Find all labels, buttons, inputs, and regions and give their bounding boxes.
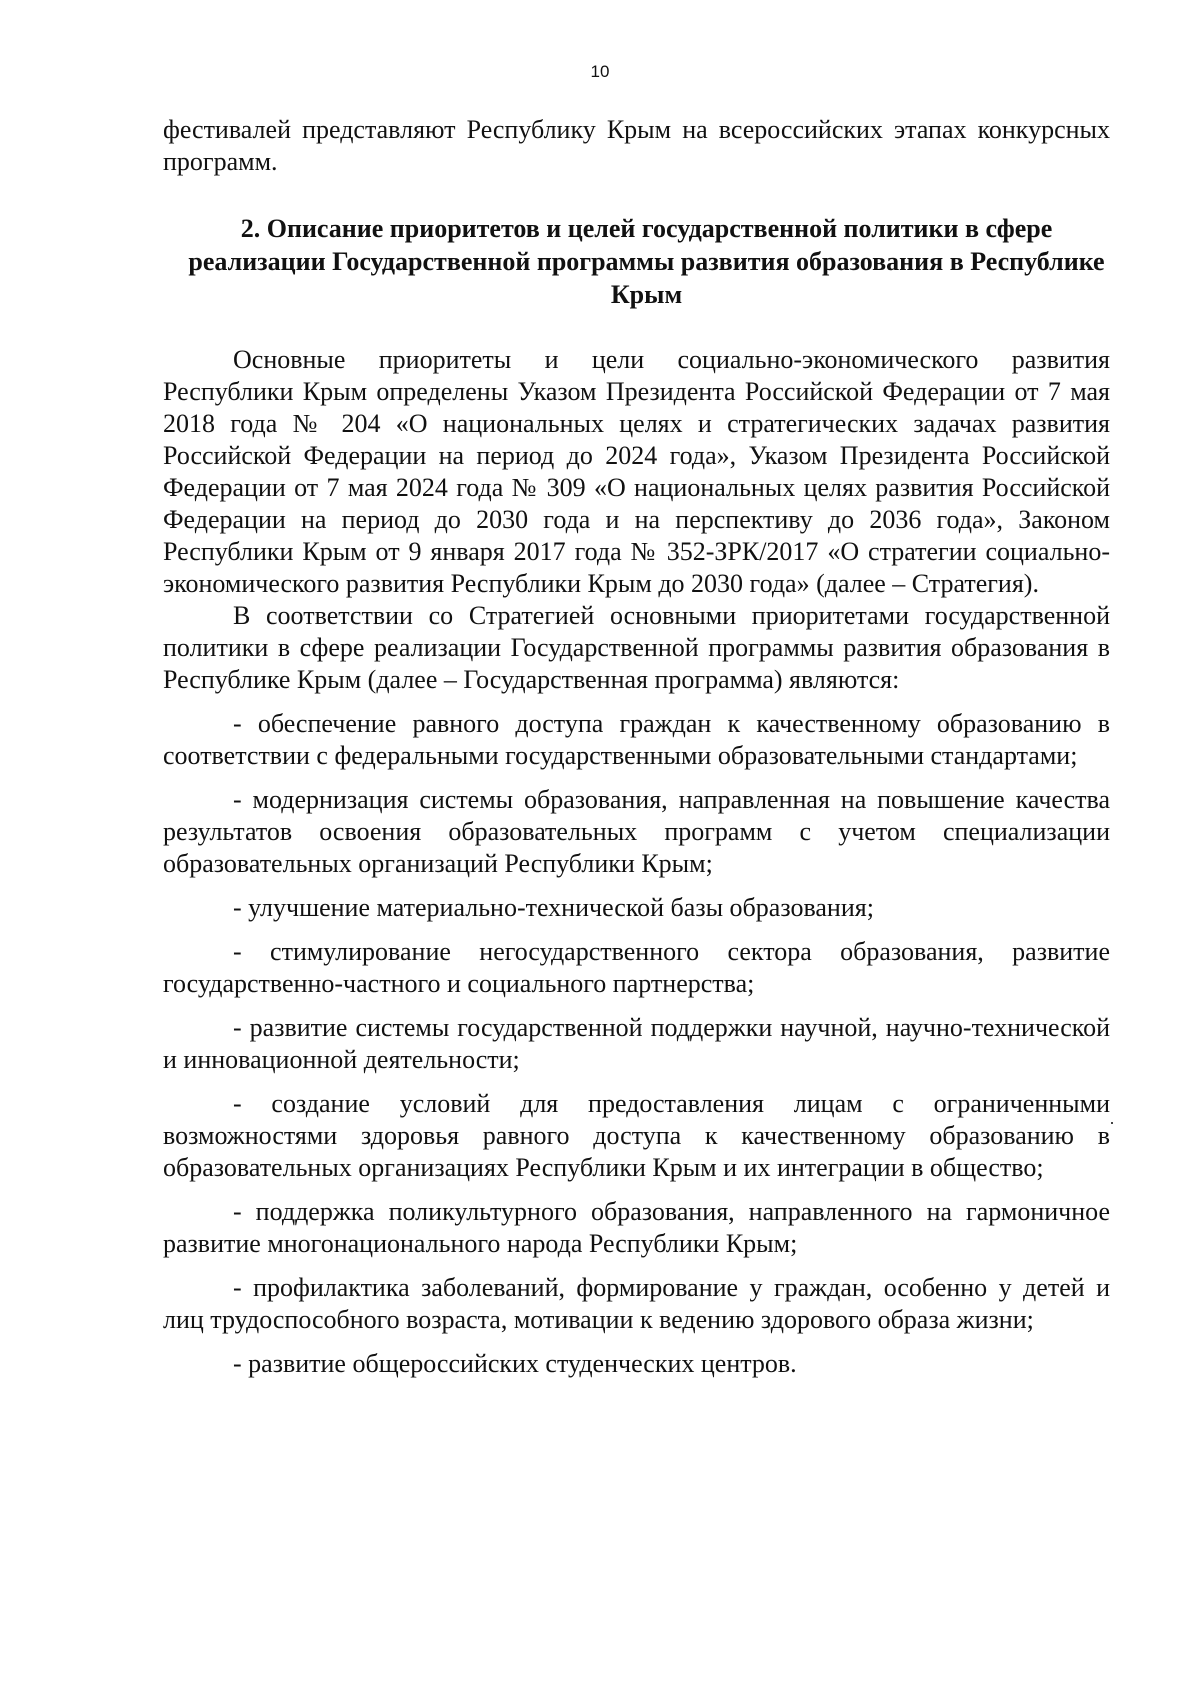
priority-item: - профилактика заболеваний, формирование у граждан, особенно у детей и лиц трудоспособного возраста, мотивации к ведению здорового образа жизни; <box>163 1273 1110 1334</box>
priorities-list <box>163 708 1110 1380</box>
priority-item: - создание условий для предоставления лицам с ограниченными возможностями здоровья равного доступа к качественному образованию в образовательных организациях Республики Крым и их интеграции в общество; <box>163 1089 1110 1182</box>
priority-item: - улучшение материально-технической базы образования; <box>233 893 874 922</box>
priority-item: - стимулирование негосударственного сектора образования, развитие государственно-частного и социального партнерства; <box>163 937 1110 998</box>
priority-item: - развитие системы государственной поддержки научной, научно-технической и инновационной деятельности; <box>163 1013 1110 1074</box>
priority-item: - модернизация системы образования, направленная на повышение качества результатов освоения образовательных программ с учетом специализации образовательных организаций Республики Крым; <box>163 785 1110 878</box>
paragraph-priorities-basis: Основные приоритеты и цели социально-экономического развития Республики Крым определены Указом Президента Российской Федерации от 7 мая 2018 года № 204 «О национальных целях и стратегических задачах развития Российской Федерации на период до 2024 года», Указом Президента Российской Федерации от 7 мая 2024 года № 309 «О национальных целях развития Российской Федерации на период до 2030 года и на перспективу до 2036 года», Законом Республики Крым от 9 января 2017 года № 352-ЗРК/2017 «О стратегии социально-экономического развития Республики Крым до 2030 года» (далее – Стратегия). <box>163 345 1110 598</box>
priority-item: - развитие общероссийских студенческих центров. <box>233 1349 797 1378</box>
scan-speck <box>1111 1122 1113 1124</box>
document-body <box>163 114 1110 1392</box>
intro-paragraph: фестивалей представляют Республику Крым на всероссийских этапах конкурсных программ. <box>163 115 1110 176</box>
page-number: 10 <box>590 62 610 81</box>
section-heading: 2. Описание приоритетов и целей государственной политики в сфере реализации Государственной программы развития образования в Республике Крым <box>188 214 1105 309</box>
priority-item: - поддержка поликультурного образования, направленного на гармоничное развитие многонационального народа Республики Крым; <box>163 1197 1110 1258</box>
paragraph-priorities-intro: В соответствии со Стратегией основными приоритетами государственной политики в сфере реализации Государственной программы развития образования в Республике Крым (далее – Государственная программа) являются: <box>163 601 1110 694</box>
priority-item: - обеспечение равного доступа граждан к качественному образованию в соответствии с федеральными государственными образовательными стандартами; <box>163 709 1110 770</box>
